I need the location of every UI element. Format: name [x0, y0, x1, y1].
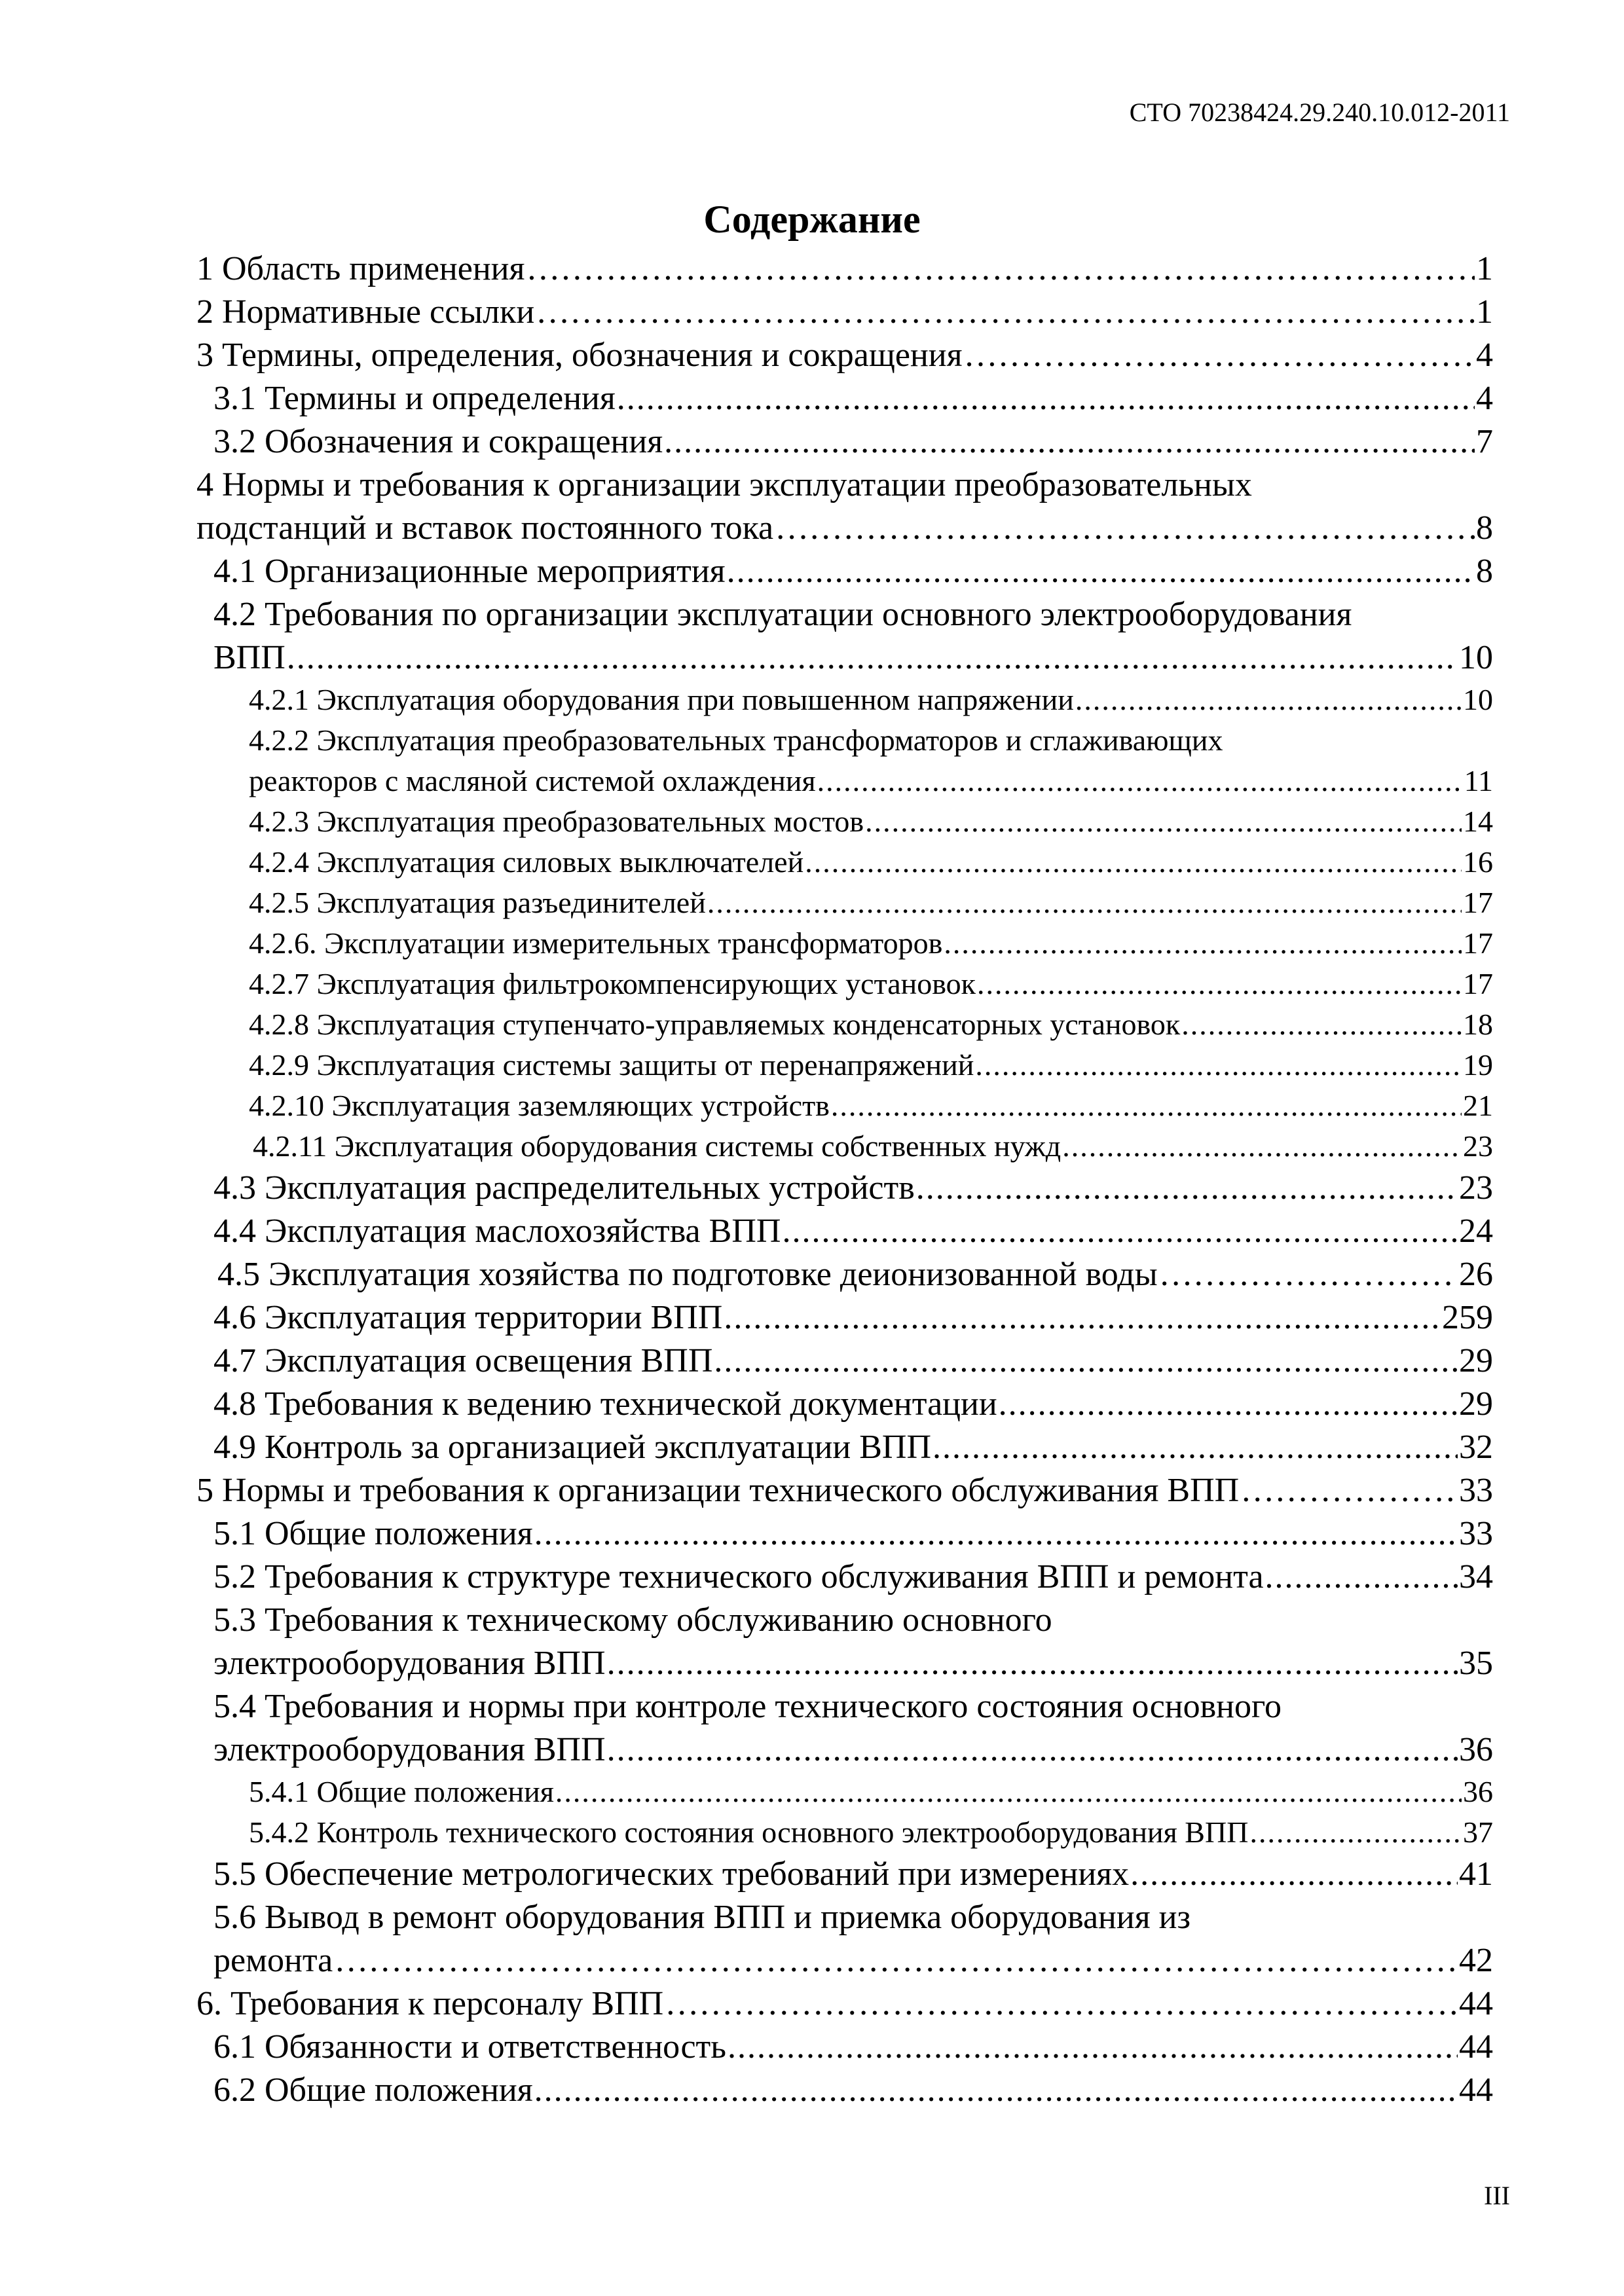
toc-entry-4-2-9[interactable] [196, 1045, 1493, 1085]
toc-leader [526, 247, 1475, 291]
toc-page-number: 7 [1476, 423, 1493, 460]
toc-leader [964, 334, 1475, 377]
toc-entry-4[interactable] [196, 464, 1493, 550]
toc-entry-text: 4.2.7 Эксплуатация фильтрокомпенсирующих установок [249, 967, 976, 1000]
toc-entry-text: 2 Нормативные ссылки [196, 293, 535, 331]
toc-page-number: 44 [1459, 2071, 1493, 2109]
toc-leader [607, 1642, 1458, 1685]
toc-entry-4-5[interactable] [196, 1253, 1493, 1296]
toc-entry-text-line1: 5.3 Требования к техническому обслуживанию основного [213, 1601, 1052, 1639]
toc-page-number: 259 [1442, 1299, 1493, 1336]
toc-entry-text: 4.2.4 Эксплуатация силовых выключателей [249, 845, 804, 879]
toc-page-number: 42 [1459, 1942, 1493, 1979]
toc-entry-4-2-8[interactable] [196, 1004, 1493, 1045]
toc-page-number: 41 [1459, 1855, 1493, 1893]
toc-entry-6-1[interactable] [196, 2026, 1493, 2069]
toc-leader [665, 1982, 1458, 2026]
toc-leader [1181, 1004, 1462, 1045]
toc-entry-4-2-7[interactable] [196, 964, 1493, 1004]
toc-page-number: 37 [1463, 1815, 1493, 1849]
toc-entry-text: 4.7 Эксплуатация освещения ВПП [213, 1342, 713, 1379]
toc-entry-3-2[interactable] [196, 420, 1493, 464]
toc-page-number: 4 [1476, 337, 1493, 374]
toc-page-number: 17 [1463, 926, 1493, 960]
toc-page-number: 10 [1459, 639, 1493, 676]
toc-leader [728, 2026, 1458, 2069]
toc-entry-2[interactable] [196, 291, 1493, 334]
toc-entry-text: 4.9 Контроль за организацией эксплуатации ВПП [213, 1429, 932, 1466]
toc-entry-text-line1: 4 Нормы и требования к организации эксплуатации преобразовательных [196, 466, 1252, 503]
toc-page-number: 4 [1476, 380, 1493, 417]
toc-entry-text-line1: 5.6 Вывод в ремонт оборудования ВПП и приемка оборудования из [213, 1899, 1191, 1936]
toc-page-number: 17 [1463, 886, 1493, 919]
toc-page-number: 23 [1459, 1169, 1493, 1207]
document-code: СТО 70238424.29.240.10.012-2011 [1129, 98, 1510, 127]
toc-page-number: 14 [1463, 805, 1493, 838]
toc-leader [534, 2069, 1458, 2112]
toc-entry-text: 6. Требования к персоналу ВПП [196, 1985, 664, 2022]
toc-leader [607, 1728, 1458, 1772]
toc-leader [334, 1939, 1458, 1982]
toc-entry-4-2-2[interactable] [196, 720, 1493, 801]
toc-page-number: 33 [1459, 1515, 1493, 1552]
toc-entry-4-3[interactable] [196, 1167, 1493, 1210]
toc-leader [664, 420, 1475, 464]
toc-entry-text: 5.2 Требования к структуре технического обслуживания ВПП и ремонта [213, 1558, 1264, 1595]
toc-entry-5-1[interactable] [196, 1512, 1493, 1556]
toc-entry-text-line2: ремонта [213, 1942, 333, 1979]
toc-entry-4-1[interactable] [196, 550, 1493, 593]
toc-entry-5-5[interactable] [196, 1853, 1493, 1896]
toc-leader [1240, 1469, 1458, 1512]
toc-page-number: 33 [1459, 1472, 1493, 1509]
toc-leader [944, 923, 1462, 964]
toc-page-number: 11 [1464, 764, 1493, 797]
toc-page-number: 26 [1459, 1256, 1493, 1293]
toc-leader [999, 1383, 1458, 1426]
toc-entry-text: 4.3 Эксплуатация распределительных устройств [213, 1169, 915, 1207]
toc-entry-5-3[interactable] [196, 1599, 1493, 1685]
toc-entry-text-line1: 4.2.2 Эксплуатация преобразовательных трансформаторов и сглаживающих [249, 723, 1223, 757]
toc-entry-4-6[interactable] [196, 1296, 1493, 1339]
toc-leader [817, 761, 1463, 801]
toc-entry-6[interactable] [196, 1982, 1493, 2026]
toc-leader [287, 636, 1458, 680]
toc-entry-text: 3 Термины, определения, обозначения и сокращения [196, 337, 963, 374]
toc-entry-4-8[interactable] [196, 1383, 1493, 1426]
toc-leader [916, 1167, 1458, 1210]
toc-leader [975, 1045, 1462, 1085]
page-number: III [1484, 2181, 1510, 2210]
toc-leader [1249, 1812, 1462, 1853]
toc-entry-5[interactable] [196, 1469, 1493, 1512]
table-of-contents [196, 247, 1493, 2112]
toc-leader [932, 1426, 1458, 1469]
toc-entry-text: 4.2.8 Эксплуатация ступенчато-управляемых конденсаторных установок [249, 1008, 1181, 1041]
toc-entry-text-line2: ВПП [213, 639, 286, 676]
toc-page-number: 29 [1459, 1385, 1493, 1423]
toc-page-number: 36 [1463, 1775, 1493, 1808]
toc-entry-text: 4.1 Организационные мероприятия [213, 553, 726, 590]
toc-entry-text: 4.2.9 Эксплуатация системы защиты от перенапряжений [249, 1048, 974, 1082]
toc-page-number: 35 [1459, 1645, 1493, 1682]
toc-entry-text-line2: электрооборудования ВПП [213, 1645, 606, 1682]
toc-page-number: 44 [1459, 1985, 1493, 2022]
toc-entry-4-2-4[interactable] [196, 842, 1493, 883]
toc-entry-5-4[interactable] [196, 1685, 1493, 1772]
toc-page-number: 32 [1459, 1429, 1493, 1466]
toc-page-number: 21 [1463, 1089, 1493, 1122]
toc-entry-text-line1: 5.4 Требования и нормы при контроле технического состояния основного [213, 1688, 1282, 1725]
toc-entry-5-2[interactable] [196, 1556, 1493, 1599]
toc-page-number: 24 [1459, 1212, 1493, 1250]
toc-entry-4-9[interactable] [196, 1426, 1493, 1469]
toc-leader [1159, 1253, 1458, 1296]
toc-page-number: 8 [1476, 509, 1493, 547]
page-title: Содержание [703, 198, 921, 241]
toc-entry-text: 4.2.3 Эксплуатация преобразовательных мостов [249, 805, 864, 838]
toc-entry-4-4[interactable] [196, 1210, 1493, 1253]
toc-entry-text-line2: подстанций и вставок постоянного тока [196, 509, 774, 547]
toc-page-number: 36 [1459, 1731, 1493, 1768]
toc-entry-text: 5.5 Обеспечение метрологических требований при измерениях [213, 1855, 1130, 1893]
toc-entry-3-1[interactable] [196, 377, 1493, 420]
toc-leader [714, 1339, 1458, 1383]
toc-leader [707, 883, 1462, 923]
toc-entry-4-2[interactable] [196, 593, 1493, 680]
toc-entry-4-2-3[interactable] [196, 801, 1493, 842]
toc-page-number: 29 [1459, 1342, 1493, 1379]
toc-entry-text: 4.8 Требования к ведению технической документации [213, 1385, 997, 1423]
toc-entry-text: 4.6 Эксплуатация территории ВПП [213, 1299, 723, 1336]
toc-leader [617, 377, 1475, 420]
toc-entry-text: 3.2 Обозначения и сокращения [213, 423, 663, 460]
toc-entry-text: 5.4.1 Общие положения [249, 1775, 554, 1808]
toc-entry-6-2[interactable] [196, 2069, 1493, 2112]
toc-page-number: 19 [1463, 1048, 1493, 1082]
toc-entry-text-line2: электрооборудования ВПП [213, 1731, 606, 1768]
toc-leader [782, 1210, 1458, 1253]
toc-leader [1075, 680, 1462, 720]
toc-page-number: 18 [1463, 1008, 1493, 1041]
toc-page-number: 17 [1463, 967, 1493, 1000]
toc-entry-4-2-11[interactable] [196, 1126, 1493, 1167]
toc-entry-text: 5.4.2 Контроль технического состояния основного электрооборудования ВПП [249, 1815, 1249, 1849]
toc-leader [727, 550, 1475, 593]
toc-entry-text: 4.2.1 Эксплуатация оборудования при повышенном напряжении [249, 683, 1074, 716]
toc-entry-4-2-10[interactable] [196, 1085, 1493, 1126]
toc-page-number: 34 [1459, 1558, 1493, 1595]
toc-leader [1062, 1126, 1462, 1167]
toc-entry-text-line1: 4.2 Требования по организации эксплуатации основного электрооборудования [213, 596, 1352, 633]
toc-entry-text: 5.1 Общие положения [213, 1515, 533, 1552]
toc-entry-text: 4.2.6. Эксплуатации измерительных трансформаторов [249, 926, 943, 960]
toc-leader [1130, 1853, 1458, 1896]
toc-entry-text: 6.1 Обязанности и ответственность [213, 2028, 726, 2066]
toc-leader [977, 964, 1462, 1004]
toc-entry-text-line2: реакторов с масляной системой охлаждения [249, 764, 816, 797]
toc-leader [555, 1772, 1462, 1812]
toc-leader [534, 1512, 1458, 1556]
toc-entry-text: 4.2.5 Эксплуатация разъединителей [249, 886, 706, 919]
toc-entry-4-2-1[interactable] [196, 680, 1493, 720]
toc-entry-4-7[interactable] [196, 1339, 1493, 1383]
toc-leader [1265, 1556, 1458, 1599]
toc-leader [536, 291, 1475, 334]
toc-page-number: 16 [1463, 845, 1493, 879]
toc-entry-text: 5 Нормы и требования к организации технического обслуживания ВПП [196, 1472, 1240, 1509]
toc-entry-1[interactable] [196, 247, 1493, 291]
toc-page-number: 44 [1459, 2028, 1493, 2066]
toc-entry-text: 4.2.10 Эксплуатация заземляющих устройств [249, 1089, 830, 1122]
toc-entry-5-4-1[interactable] [196, 1772, 1493, 1812]
toc-leader [865, 801, 1462, 842]
toc-entry-text: 4.5 Эксплуатация хозяйства по подготовке деионизованной воды [217, 1256, 1158, 1293]
toc-page-number: 10 [1463, 683, 1493, 716]
toc-entry-text: 4.4 Эксплуатация маслохозяйства ВПП [213, 1212, 781, 1250]
toc-entry-5-4-2[interactable] [196, 1812, 1493, 1853]
toc-entry-3[interactable] [196, 334, 1493, 377]
toc-entry-text: 4.2.11 Эксплуатация оборудования системы собственных нужд [253, 1129, 1061, 1163]
toc-page-number: 23 [1463, 1129, 1493, 1163]
toc-page-number: 1 [1476, 293, 1493, 331]
toc-entry-4-2-5[interactable] [196, 883, 1493, 923]
toc-page-number: 8 [1476, 553, 1493, 590]
toc-entry-text: 3.1 Термины и определения [213, 380, 616, 417]
toc-entry-text: 6.2 Общие положения [213, 2071, 533, 2109]
toc-entry-5-6[interactable] [196, 1896, 1493, 1982]
toc-entry-text: 1 Область применения [196, 250, 525, 287]
toc-page-number: 1 [1476, 250, 1493, 287]
toc-leader [724, 1296, 1441, 1339]
toc-leader [805, 842, 1462, 883]
toc-leader [775, 507, 1475, 550]
toc-leader [831, 1085, 1462, 1126]
toc-entry-4-2-6[interactable] [196, 923, 1493, 964]
